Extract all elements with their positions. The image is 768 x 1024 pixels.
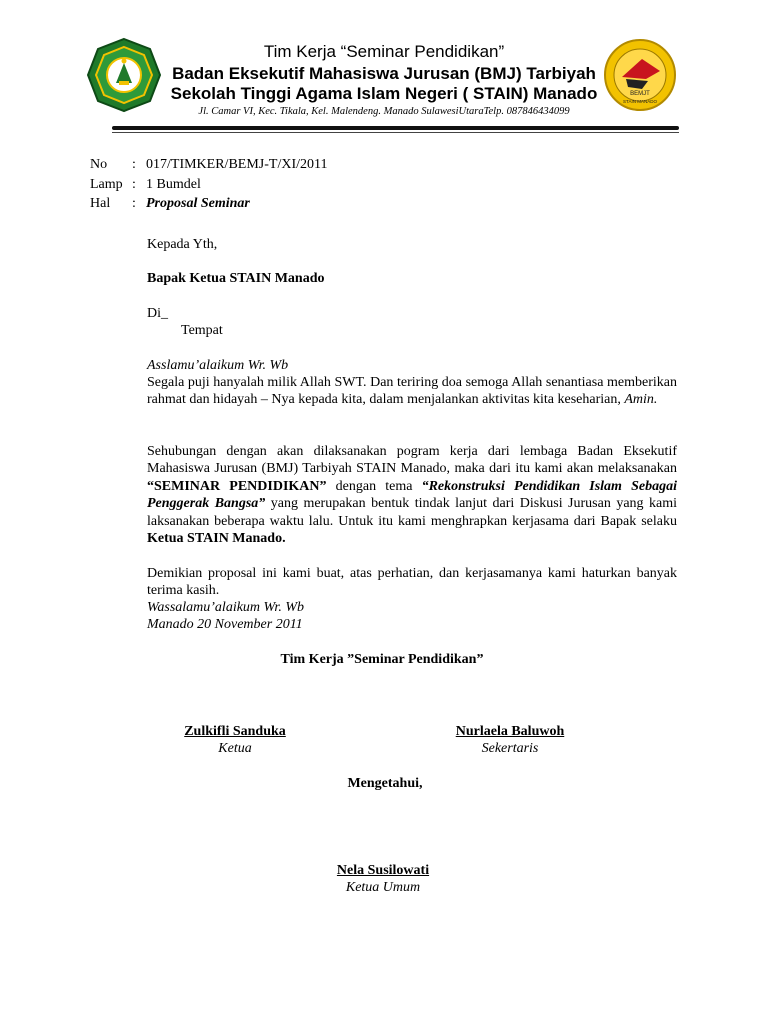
di-label: Di_ [147,306,168,321]
signature-left [156,723,314,758]
header-team-title: Tim Kerja “Seminar Pendidikan” [263,42,505,61]
acknowledged-label: Mengetahui, [347,776,423,791]
header-institution: Sekolah Tinggi Agama Islam Negeri ( STAIN) Manado [170,84,598,103]
signer-name: Nela Susilowati [336,863,430,878]
seminar-title: “SEMINAR PENDIDIKAN” [147,478,327,494]
paragraph-2: Sehubungan dengan akan dilaksanakan pogram kerja dari lembaga Badan Eksekutif Mahasiswa Jurusan (BMJ) Tarbiyah STAIN Manado, maka dari itu kami akan melaksanakan “SEMINAR PENDIDIKAN” dengan tema “Rekonstruksi Pendidikan Islam Sebagai Penggerak Bangsa” yang merupakan bentuk tindak lanjut dari Diskusi Jurusan yang kami laksanakan beberapa waktu lalu. Untuk itu kami menghrapkan kerjasama dari Bapak selaku Ketua STAIN Manado. [147,444,678,547]
salutation-to: Kepada Yth, [147,237,218,252]
signer-name: Zulkifli Sanduka [184,724,286,739]
header-divider [112,126,679,130]
header-divider-thin [112,132,679,133]
paragraph-3: Demikian proposal ini kami buat, atas perhatian, dan kerjasamanya kami haturkan banyak terima kasih. [147,566,677,599]
svg-text:BEMJT: BEMJT [630,91,650,97]
paragraph-1: Segala puji hanyalah milik Allah SWT. Dan teriring doa semoga Allah senantiasa memberikan rahmat dan hidayah – Nya kepada kita, dalam menjalankan aktivitas kita keseharian, Amin. [147,375,677,408]
attachment-value: 1 Bumdel [146,176,201,192]
letter-date: Manado 20 November 2011 [147,617,303,632]
svg-text:STAIN MANADO: STAIN MANADO [623,99,657,104]
meta-row-hal: Hal : Proposal Seminar [90,196,250,211]
recipient: Bapak Ketua STAIN Manado [147,271,325,286]
signature-right [428,723,592,758]
header-org-name: Badan Eksekutif Mahasiswa Jurusan (BMJ) Tarbiyah [172,64,596,83]
meta-row-no: No : 017/TIMKER/BEMJ-T/XI/2011 [90,157,328,172]
team-signoff: Tim Kerja ”Seminar Pendidikan” [280,652,484,667]
subject-value: Proposal Seminar [146,196,250,211]
signer-name: Nurlaela Baluwoh [455,724,565,739]
meta-row-lamp: Lamp : 1 Bumdel [90,176,201,192]
seminar-theme: “Rekonstruksi Pendidikan Islam Sebagai Penggerak Bangsa” [147,478,677,512]
signature-bottom [300,862,466,897]
signer-role: Ketua [218,741,252,757]
letter-number: 017/TIMKER/BEMJ-T/XI/2011 [146,157,328,172]
tempat-label: Tempat [181,323,223,338]
opening-greeting: Asslamu’alaikum Wr. Wb [147,358,289,373]
signer-role: Sekertaris [481,741,539,757]
signer-role: Ketua Umum [345,880,421,896]
closing-greeting: Wassalamu’alaikum Wr. Wb [147,600,304,615]
header-address: Jl. Camar VI, Kec. Tikala, Kel. Malendeng. Manado SulawesiUtaraTelp. 087846434099 [198,106,570,117]
letter-meta [90,155,327,214]
